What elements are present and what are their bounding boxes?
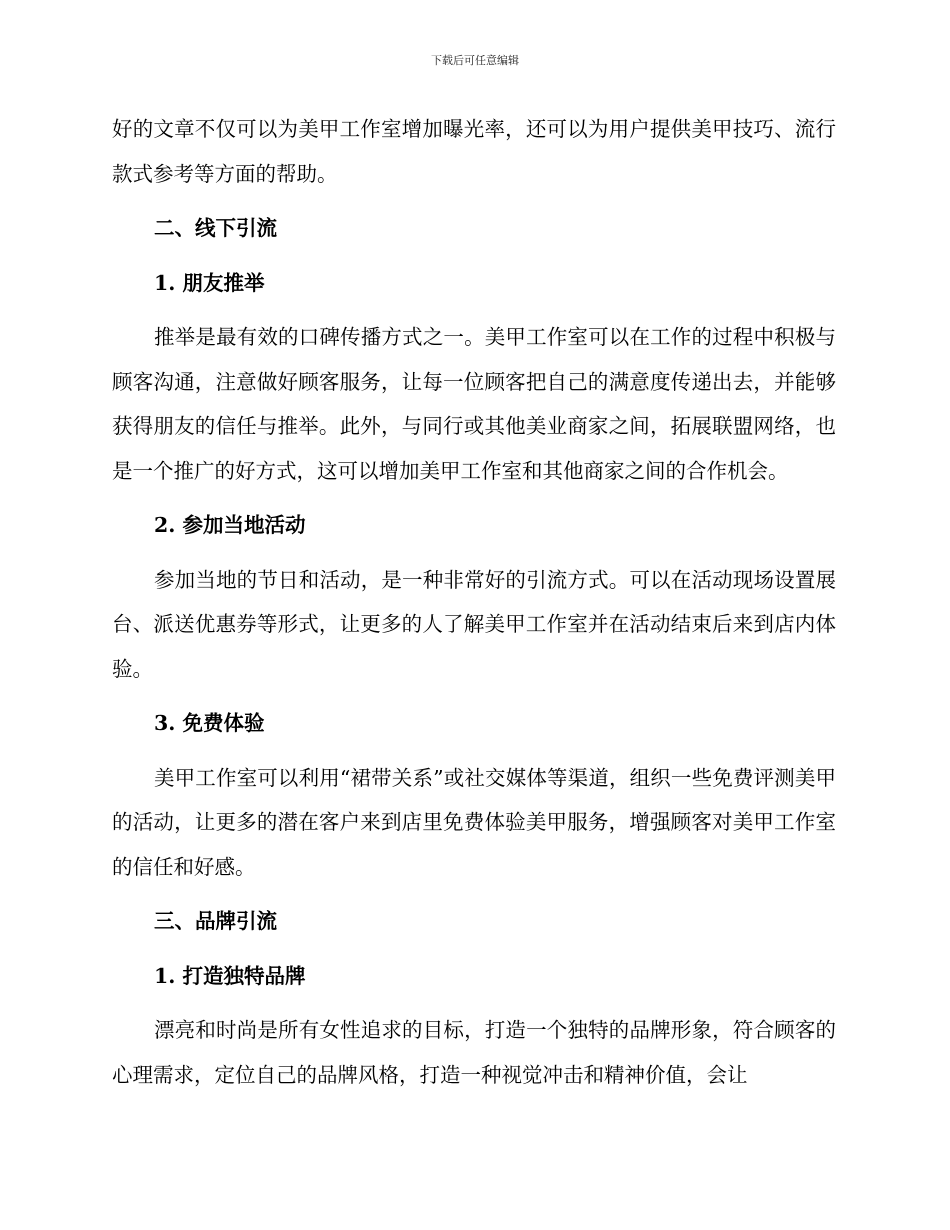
subheading-local-events: 2. 参加当地活动	[154, 513, 306, 537]
page-header: 下载后可任意编辑	[431, 54, 519, 67]
subheading-friend-referral: 1. 朋友推举	[154, 270, 265, 295]
section-heading-brand: 三、品牌引流	[154, 909, 277, 933]
paragraph-friend-referral: 推举是最有效的口碑传播方式之一。美甲工作室可以在工作的过程中积极与顾客沟通，注意做好顾客服务，让每一位顾客把自己的满意度传递出去，并能够获得朋友的信任与推举。此外，与同行或其他美业商家之间，拓展联盟网络，也是一个推广的好方式，这可以增加美甲工作室和其他商家之间的合作机会。	[112, 325, 836, 483]
paragraph-unique-brand: 漂亮和时尚是所有女性追求的目标，打造一个独特的品牌形象，符合顾客的心理需求，定位自己的品牌风格，打造一种视觉冲击和精神价值，会让	[112, 1018, 836, 1087]
document-body	[112, 107, 836, 1097]
section-heading-offline: 二、线下引流	[154, 216, 277, 240]
subheading-unique-brand: 1. 打造独特品牌	[154, 963, 306, 988]
paragraph-local-events: 参加当地的节日和活动，是一种非常好的引流方式。可以在活动现场设置展台、派送优惠券等形式，让更多的人了解美甲工作室并在活动结束后来到店内体验。	[112, 567, 836, 681]
subheading-free-trial: 3. 免费体验	[154, 711, 265, 735]
paragraph-free-trial: 美甲工作室可以利用“裙带关系”或社交媒体等渠道，组织一些免费评测美甲的活动，让更多的潜在客户来到店里免费体验美甲服务，增强顾客对美甲工作室的信任和好感。	[112, 765, 836, 879]
paragraph-intro: 好的文章不仅可以为美甲工作室增加曝光率，还可以为用户提供美甲技巧、流行款式参考等方面的帮助。	[112, 117, 836, 186]
